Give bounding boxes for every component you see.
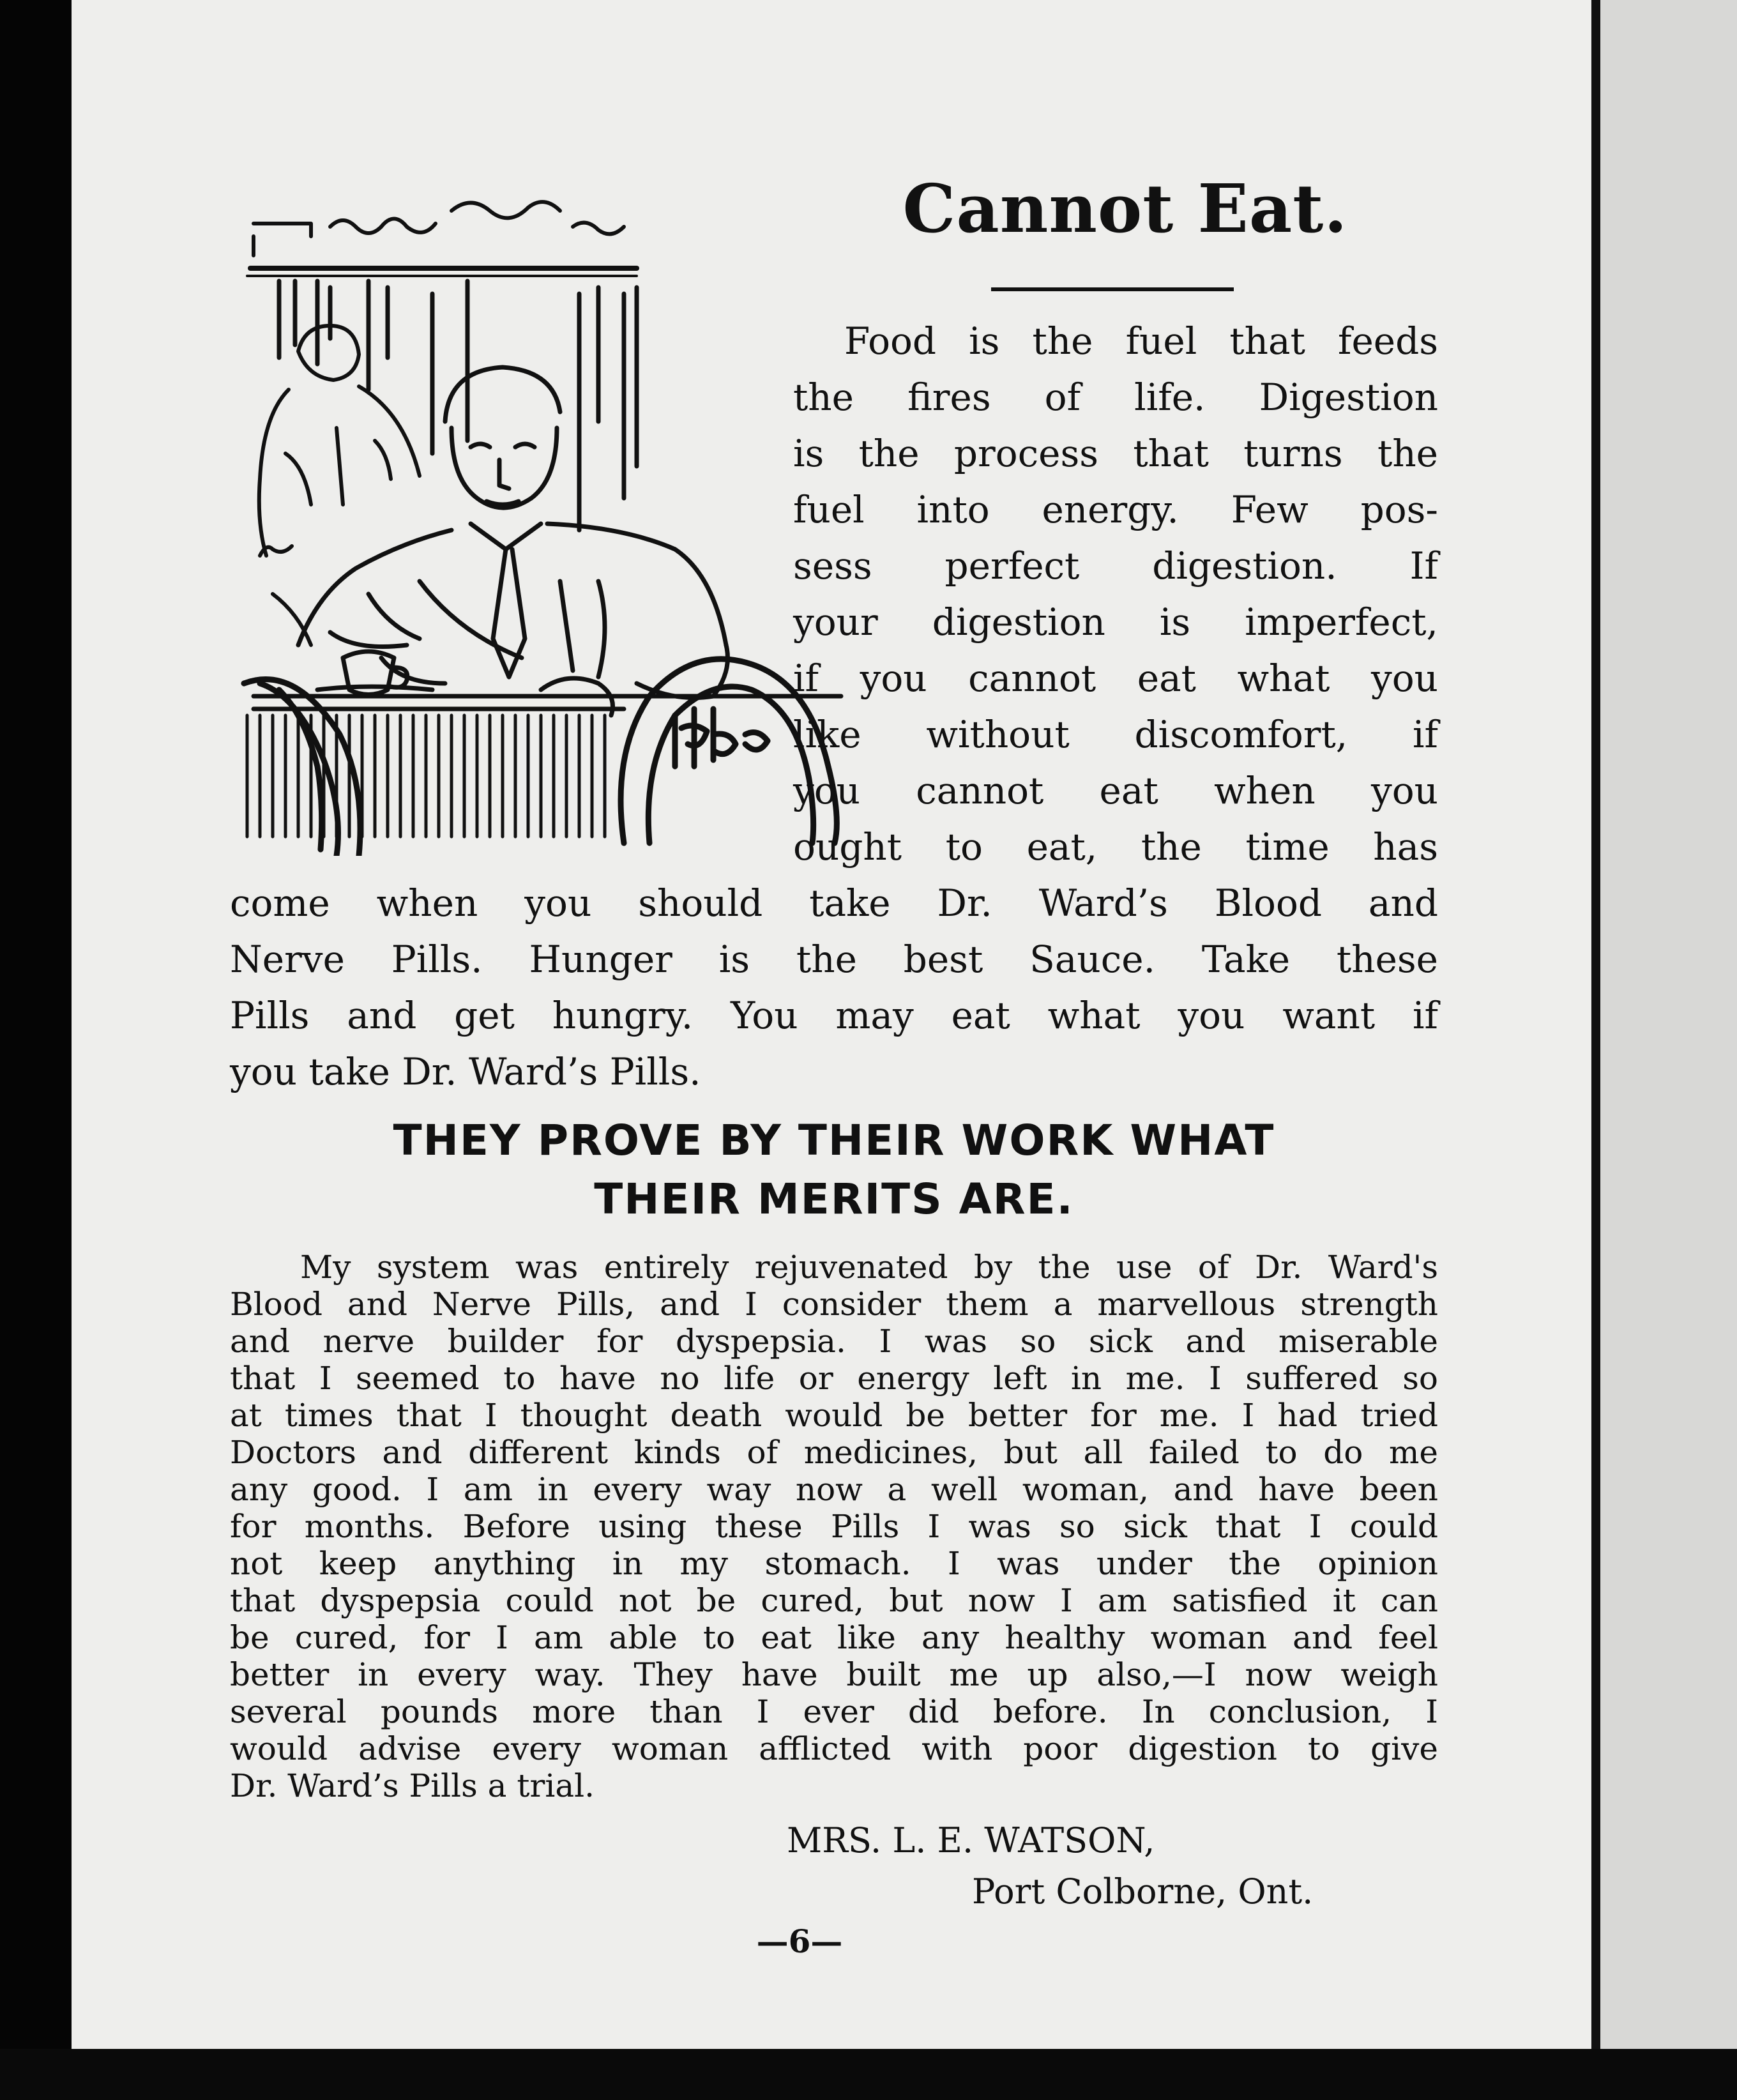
testimonial-heading-line: THEIR MERITS ARE. — [594, 1175, 1074, 1224]
testimonial-text-line: would advise every woman afflicted with poor digestion to give — [230, 1730, 1438, 1767]
intro-text-line: Pills and get hungry. You may eat what you want if — [230, 994, 1438, 1037]
testimonial-text-line: and nerve builder for dyspepsia. I was so sick and miserable — [230, 1323, 1438, 1360]
intro-text-line: your digestion is imperfect, — [793, 600, 1438, 644]
testimonial-text-line: that I seemed to have no life or energy left in me. I suffered so — [230, 1360, 1438, 1397]
testimonial-text-line: Dr. Ward’s Pills a trial. — [230, 1767, 595, 1804]
testimonial-text-line: not keep anything in my stomach. I was under the opinion — [230, 1545, 1438, 1582]
testimonial-heading-line: THEY PROVE BY THEIR WORK WHAT — [393, 1116, 1275, 1165]
intro-text-line: Nerve Pills. Hunger is the best Sauce. Take these — [230, 938, 1438, 981]
testimonial-text-line: Blood and Nerve Pills, and I consider them a marvellous strength — [230, 1286, 1438, 1323]
page-fold-line — [1591, 0, 1600, 2049]
book-page — [72, 0, 1591, 2049]
intro-text-line: if you cannot eat what you — [793, 657, 1438, 700]
signature-place: Port Colborne, Ont. — [972, 1871, 1314, 1912]
testimonial-text-line: several pounds more than I ever did before. In conclusion, I — [230, 1693, 1438, 1730]
intro-text-line: is the process that turns the — [793, 432, 1438, 475]
intro-text-line: the fires of life. Digestion — [793, 376, 1438, 419]
background-curtain-drawing — [279, 281, 637, 530]
testimonial-heading — [230, 1111, 1438, 1229]
seated-man-drawing — [298, 367, 728, 698]
waiter-figure-drawing — [259, 326, 420, 645]
intro-text-line: like without discomfort, if — [793, 713, 1438, 756]
testimonial-text-line: at times that I thought death would be better for me. I had tried — [230, 1397, 1438, 1434]
intro-text-line: you take Dr. Ward’s Pills. — [230, 1050, 701, 1093]
testimonial-text-line: My system was entirely rejuvenated by the use of Dr. Ward's — [300, 1249, 1438, 1286]
table-with-cup-drawing — [254, 651, 841, 715]
adjacent-page-edge — [1591, 0, 1737, 2049]
intro-text-line: Food is the fuel that feeds — [844, 319, 1438, 363]
man-at-restaurant-table-illustration — [241, 198, 854, 856]
intro-text-line: come when you should take Dr. Ward’s Blood and — [230, 881, 1438, 925]
intro-text-line: sess perfect digestion. If — [793, 544, 1438, 588]
floor-hatching-drawing — [247, 715, 605, 837]
intro-text-line: you cannot eat when you — [793, 769, 1438, 812]
testimonial-text-line: any good. I am in every way now a well woman, and have been — [230, 1471, 1438, 1508]
page-title: Cannot Eat. — [902, 169, 1348, 248]
wall-sign-drawing — [247, 202, 637, 276]
intro-text-line: fuel into energy. Few pos- — [793, 488, 1438, 531]
signature-name: MRS. L. E. WATSON, — [787, 1820, 1155, 1860]
testimonial-text-line: be cured, for I am able to eat like any healthy woman and feel — [230, 1619, 1438, 1656]
testimonial-text-line: better in every way. They have built me up also,—I now weigh — [230, 1656, 1438, 1693]
testimonial-text-line: for months. Before using these Pills I was so sick that I could — [230, 1508, 1438, 1545]
title-divider — [991, 287, 1234, 291]
testimonial-text-line: Doctors and different kinds of medicines, but all failed to do me — [230, 1434, 1438, 1471]
scan-bottom-edge — [0, 2049, 1737, 2100]
page-number: —6— — [756, 1922, 843, 1960]
testimonial-text-line: that dyspepsia could not be cured, but now I am satisfied it can — [230, 1582, 1438, 1619]
intro-text-line: ought to eat, the time has — [793, 825, 1438, 869]
